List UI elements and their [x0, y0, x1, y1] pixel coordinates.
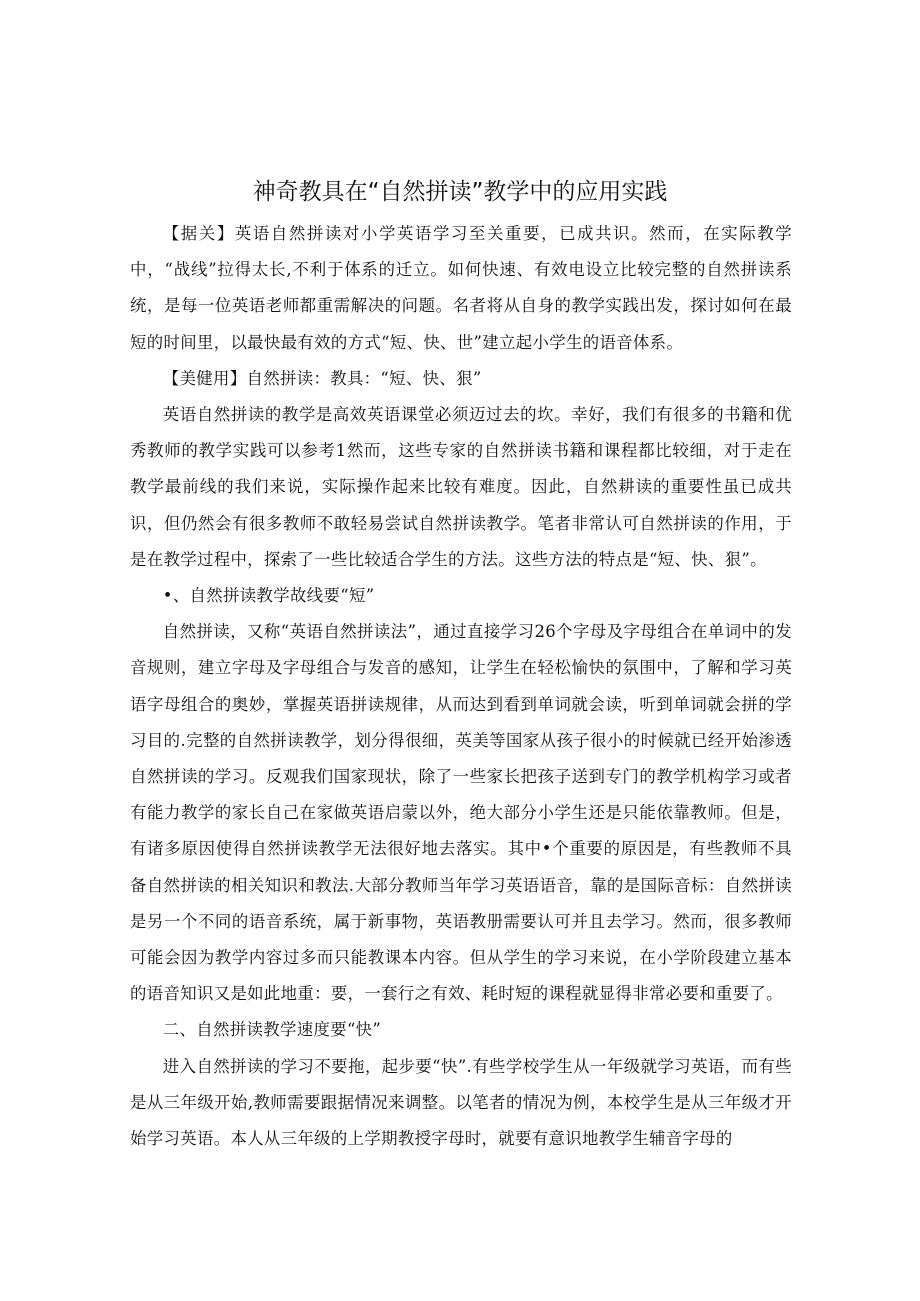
- abstract-paragraph: 【据关】英语自然拼读对小学英语学习至关重要，已成共识。然而，在实际教学中，“战线”拉得太长,不利于体系的迁立。如何快速、有效电设立比较完整的自然拼读系统，是每一位英语老师都重需解决的问题。名者将从自身的教学实践出发，探讨如何在最短的时间里，以最快最有效的方式“短、快、世”建立起小学生的语音体系。: [130, 224, 792, 352]
- section-2-paragraph: 进入自然拼读的学习不要拖，起步要“快”.有些学校学生从一年级就学习英语，而有些是从三年级开始,教师需要跟据情况来调整。以笔者的情况为例，本校学生是从三年级才开始学习英语。本人从三年级的上学期教授字母时，就要有意识地教学生辅音字母的: [130, 1056, 792, 1149]
- section-heading-2: 二、自然拼读教学速度要“快”: [162, 1020, 382, 1040]
- intro-paragraph: 英语自然拼读的教学是高效英语课堂必须迈过去的坎。幸好，我们有很多的书籍和优秀教师的教学实践可以参考1然而，这些专家的自然拼读书籍和课程都比较细，对于走在教学最前线的我们来说，实际操作起来比较有难度。因此，自然耕读的重要性虽已成共识，但仍然会有很多教师不敢轻易尝试自然拼读教学。笔者非常认可自然拼读的作用，于是在教学过程中，探索了一些比较适合学生的方法。这些方法的特点是“短、快、狠”。: [130, 405, 792, 569]
- keywords-paragraph: 【美健用】自然拼读：教具：“短、快、狠”: [162, 368, 482, 388]
- section-heading-1: •、自然拼读教学故线要“短”: [162, 586, 375, 606]
- document-title: 神奇教具在“自然拼读”教学中的应用实践: [252, 179, 668, 205]
- document-body: [130, 216, 792, 1157]
- section-1-paragraph: 自然拼读，又称“英语自然拼读法”，通过直接学习26个字母及字母组合在单词中的发音规则，建立字母及字母组合与发音的感知，让学生在轻松愉快的氛围中，了解和学习英语字母组合的奥妙，掌握英语拼读规律，从而达到看到单词就会读，听到单词就会拼的学习目的.完整的自然拼读教学，划分得很细，英美等国家从孩子很小的时候就已经开始渗透自然拼读的学习。反观我们国家现状，除了一些家长把孩子送到专门的教学机构学习或者有能力教学的家长自己在家做英语启蒙以外，绝大部分小学生还是只能依靠教师。但是，有诸多原因使得自然拼读教学无法很好地去落实。其中•个重要的原因是，有些教师不具备自然拼读的相关知识和教法.大部分教师当年学习英语语音，靠的是国际音标：自然拼读是另一个不同的语音系统，属于新事物，英语教册需要认可并且去学习。然而，很多教师可能会因为教学内容过多而只能教课本内容。但从学生的学习来说，在小学阶段建立基本的语音知识又是如此地重：要，一套行之有效、耗时短的课程就显得非常必要和重要了。: [130, 622, 792, 1004]
